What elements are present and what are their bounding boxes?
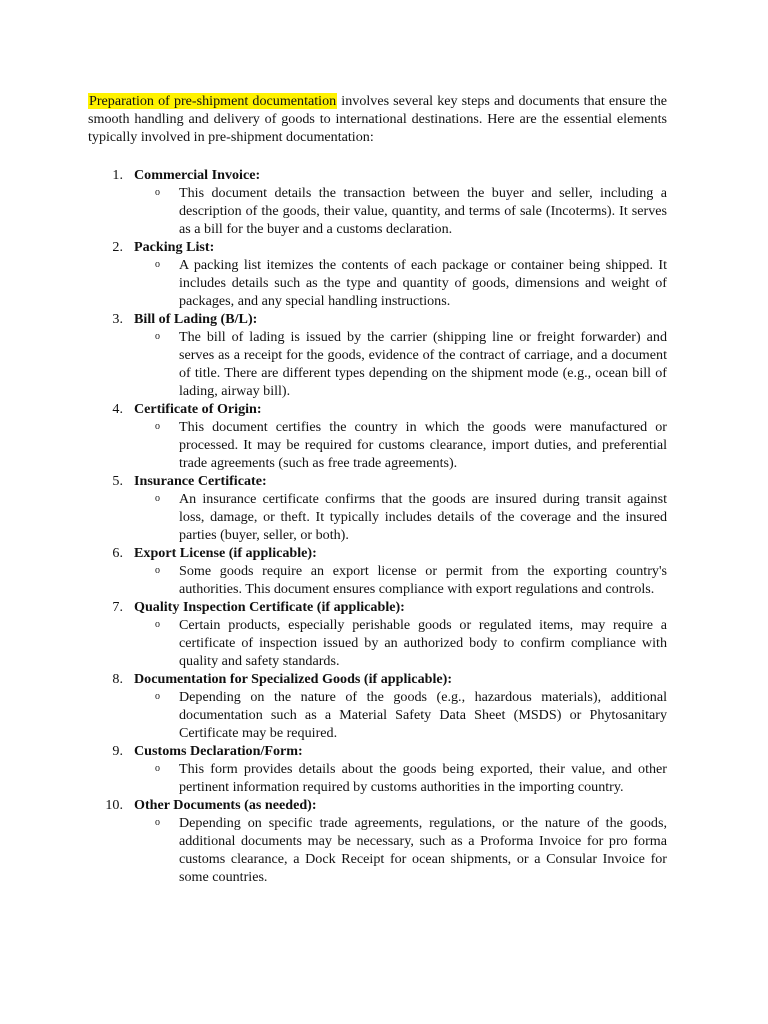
item-description: Some goods require an export license or permit from the exporting country's authorities. This document ensures compliance with export regulations and controls. bbox=[179, 563, 667, 597]
list-item bbox=[88, 796, 667, 886]
sub-item bbox=[134, 688, 667, 742]
item-title: Documentation for Specialized Goods (if applicable): bbox=[134, 671, 453, 687]
item-description: This document details the transaction between the buyer and seller, including a description of the goods, their value, quantity, and terms of sale (Incoterms). It serves as a bill for the buyer and a customs declaration. bbox=[179, 185, 667, 237]
hollow-bullet-icon: o bbox=[155, 259, 160, 270]
item-description: Certain products, especially perishable goods or regulated items, may require a certificate of inspection issued by an authorized body to confirm compliance with quality and safety standards. bbox=[179, 617, 667, 669]
hollow-bullet-icon: o bbox=[155, 817, 160, 828]
item-description: This form provides details about the goods being exported, their value, and other pertinent information required by customs authorities in the importing country. bbox=[179, 761, 667, 795]
hollow-bullet-icon: o bbox=[155, 421, 160, 432]
item-title: Quality Inspection Certificate (if applicable): bbox=[134, 599, 405, 615]
item-title: Export License (if applicable): bbox=[134, 545, 317, 561]
sub-item bbox=[134, 562, 667, 598]
list-item bbox=[88, 742, 667, 796]
item-number: 3. bbox=[112, 311, 123, 327]
hollow-bullet-icon: o bbox=[155, 331, 160, 342]
item-number: 7. bbox=[112, 599, 123, 615]
sub-item bbox=[134, 184, 667, 238]
hollow-bullet-icon: o bbox=[155, 565, 160, 576]
sub-item bbox=[134, 616, 667, 670]
sub-item bbox=[134, 328, 667, 400]
list-item bbox=[88, 238, 667, 310]
item-title: Certificate of Origin: bbox=[134, 401, 262, 417]
document-list bbox=[88, 166, 667, 886]
item-description: A packing list itemizes the contents of each package or container being shipped. It includes details such as the type and quantity of goods, dimensions and weight of packages, and any special handling instructions. bbox=[179, 257, 667, 309]
hollow-bullet-icon: o bbox=[155, 691, 160, 702]
intro-paragraph bbox=[88, 92, 667, 146]
hollow-bullet-icon: o bbox=[155, 187, 160, 198]
list-item bbox=[88, 544, 667, 598]
item-number: 4. bbox=[112, 401, 123, 417]
item-number: 8. bbox=[112, 671, 123, 687]
sub-item bbox=[134, 814, 667, 886]
list-item bbox=[88, 400, 667, 472]
sub-item bbox=[134, 760, 667, 796]
sub-item bbox=[134, 490, 667, 544]
item-title: Commercial Invoice: bbox=[134, 167, 261, 183]
item-title: Other Documents (as needed): bbox=[134, 797, 317, 813]
item-description: This document certifies the country in which the goods were manufactured or processed. It may be required for customs clearance, import duties, and preferential trade agreements (such as free trade agreements). bbox=[179, 419, 667, 471]
item-description: The bill of lading is issued by the carrier (shipping line or freight forwarder) and serves as a receipt for the goods, evidence of the contract of carriage, and a document of title. There are different types depending on the shipment mode (e.g., ocean bill of lading, airway bill). bbox=[179, 329, 667, 399]
hollow-bullet-icon: o bbox=[155, 493, 160, 504]
item-title: Packing List: bbox=[134, 239, 215, 255]
hollow-bullet-icon: o bbox=[155, 619, 160, 630]
item-number: 1. bbox=[112, 167, 123, 183]
list-item bbox=[88, 166, 667, 238]
item-number: 2. bbox=[112, 239, 123, 255]
list-item bbox=[88, 472, 667, 544]
list-item bbox=[88, 310, 667, 400]
item-number: 5. bbox=[112, 473, 123, 489]
sub-item bbox=[134, 418, 667, 472]
highlighted-phrase: Preparation of pre-shipment documentation bbox=[89, 93, 337, 109]
sub-item bbox=[134, 256, 667, 310]
list-item bbox=[88, 598, 667, 670]
item-number: 9. bbox=[112, 743, 123, 759]
item-description: Depending on specific trade agreements, regulations, or the nature of the goods, additional documents may be necessary, such as a Proforma Invoice for pro forma customs clearance, a Dock Receipt for ocean shipments, or a Consular Invoice for some countries. bbox=[179, 815, 667, 885]
intro-text: involves several key steps and documents that ensure the smooth handling and delivery of goods to international destinations. Here are the essential elements typically involved in pre-shipment documentation: bbox=[88, 93, 667, 145]
item-title: Bill of Lading (B/L): bbox=[134, 311, 258, 327]
item-description: An insurance certificate confirms that the goods are insured during transit against loss, damage, or theft. It typically includes details of the coverage and the insured parties (buyer, seller, or both). bbox=[179, 491, 667, 543]
item-title: Insurance Certificate: bbox=[134, 473, 267, 489]
item-title: Customs Declaration/Form: bbox=[134, 743, 303, 759]
item-number: 6. bbox=[112, 545, 123, 561]
item-number: 10. bbox=[105, 797, 123, 813]
item-description: Depending on the nature of the goods (e.g., hazardous materials), additional documentation such as a Material Safety Data Sheet (MSDS) or Phytosanitary Certificate may be required. bbox=[179, 689, 667, 741]
hollow-bullet-icon: o bbox=[155, 763, 160, 774]
list-item bbox=[88, 670, 667, 742]
